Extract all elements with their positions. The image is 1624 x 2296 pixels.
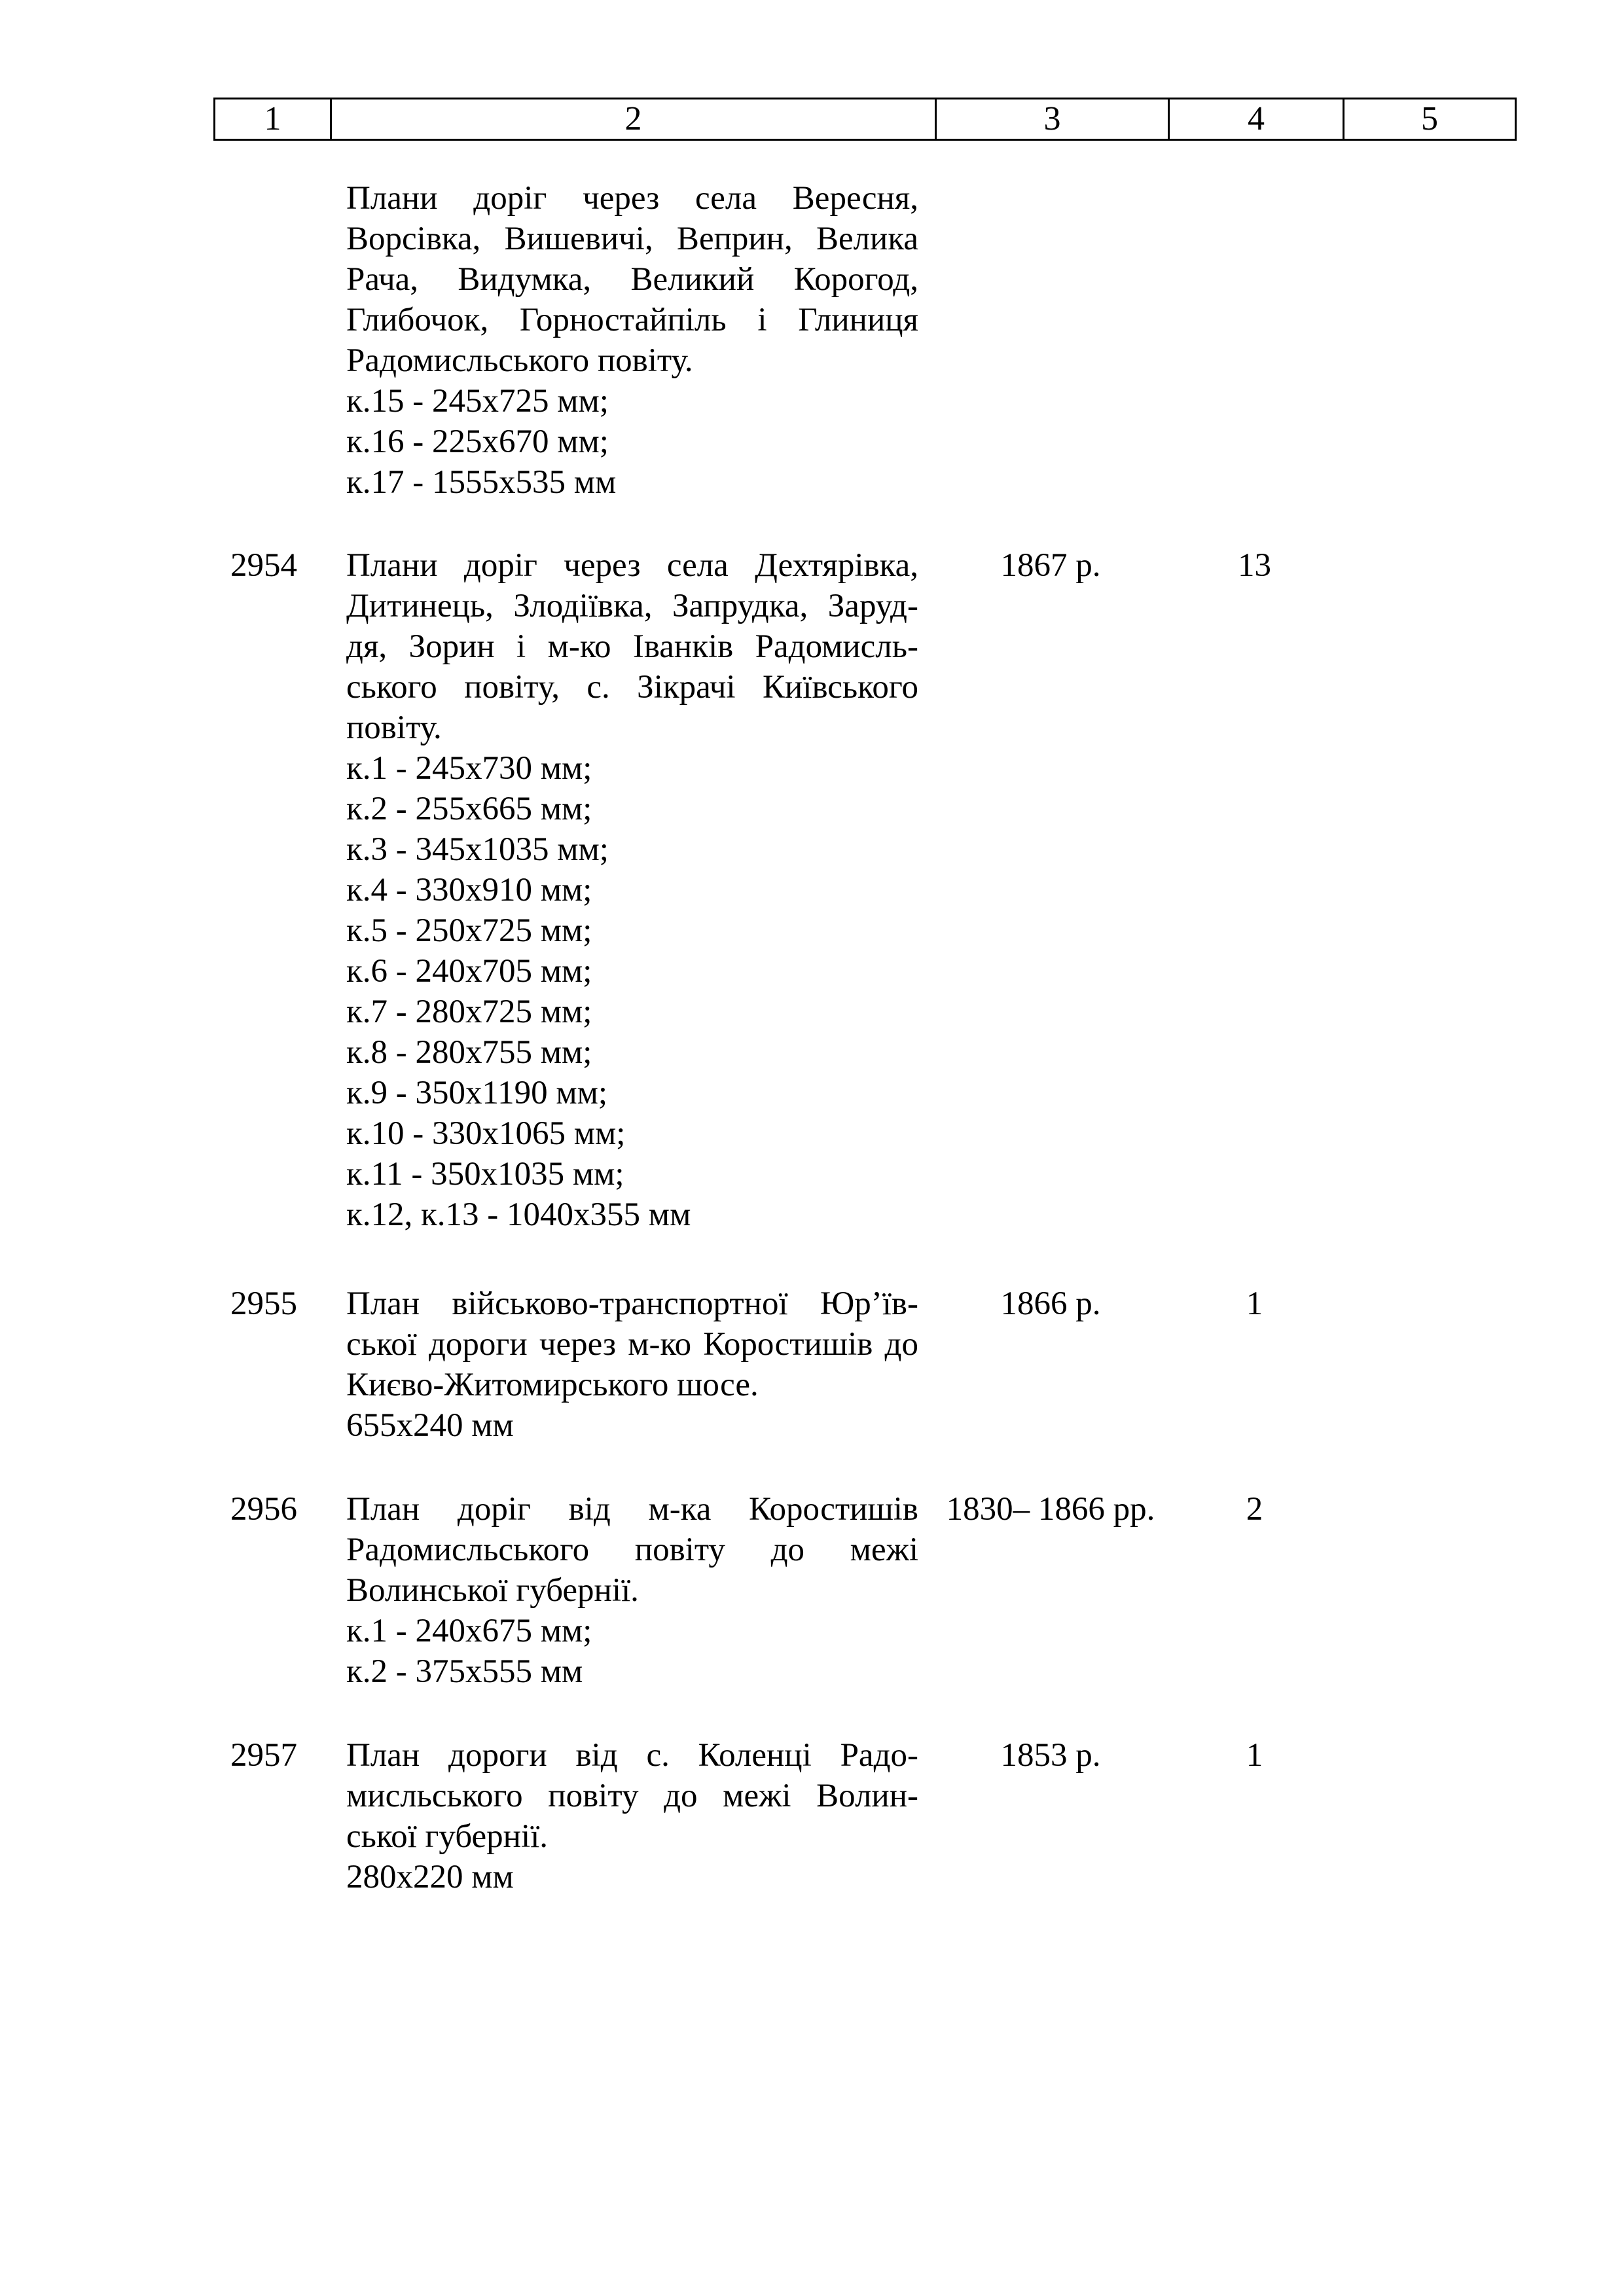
entry-description: План доріг від м-ка Коростишів Радомисльського повіту до межі Волинської губернії. xyxy=(346,1491,918,1609)
entry-size: к.7 - 280x725 мм; xyxy=(346,994,592,1030)
column-header-4: 4 xyxy=(1169,99,1344,140)
entry-size: к.6 - 240x705 мм; xyxy=(346,953,592,990)
entry-description-block xyxy=(346,1283,918,1446)
entry-description-block xyxy=(346,178,918,503)
entry-count: 2 xyxy=(1246,1491,1263,1528)
entry-size: к.15 - 245x725 мм; xyxy=(346,383,609,420)
entry-date: 1867 р. xyxy=(1000,547,1101,584)
column-header-1: 1 xyxy=(215,99,331,140)
entry-count: 1 xyxy=(1246,1737,1263,1774)
entry-size: к.11 - 350x1035 мм; xyxy=(346,1156,624,1193)
column-header-2: 2 xyxy=(331,99,936,140)
entry-size: к.1 - 245x730 мм; xyxy=(346,750,592,787)
entry-count: 13 xyxy=(1238,547,1271,584)
entry-size: к.2 - 255x665 мм; xyxy=(346,791,592,827)
entry-size: к.2 - 375x555 мм xyxy=(346,1653,583,1690)
entry-number: 2955 xyxy=(230,1285,297,1322)
entry-size: к.17 - 1555x535 мм xyxy=(346,464,617,501)
entry-size: к.10 - 330x1065 мм; xyxy=(346,1115,626,1152)
entry-count: 1 xyxy=(1246,1285,1263,1322)
column-header-5: 5 xyxy=(1344,99,1516,140)
entry-size: к.1 - 240x675 мм; xyxy=(346,1613,592,1649)
entry-description: План військово-транспортної Юр’їв-ської дороги через м-ко Коростишів до Києво-Житомирського шосе. xyxy=(346,1285,918,1403)
column-header-3: 3 xyxy=(936,99,1169,140)
entry-size: к.9 - 350x1190 мм; xyxy=(346,1075,608,1111)
entry-description-block xyxy=(346,1735,918,1897)
column-number-header xyxy=(213,98,1517,141)
entry-description: План дороги від с. Коленці Радо-мисльського повіту до межі Волин-ської губернії. xyxy=(346,1737,918,1855)
entry-size: 655x240 мм xyxy=(346,1407,514,1444)
entry-date: 1830– 1866 рр. xyxy=(946,1491,1155,1528)
entry-description: Плани доріг через села Дехтярівка, Дитинець, Злодіївка, Запрудка, Заруд-дя, Зорин і м-ко Іванків Радомисль-ського повіту, с. Зікрачі Київського повіту. xyxy=(346,547,918,746)
entry-date: 1853 р. xyxy=(1000,1737,1101,1774)
entry-size: 280x220 мм xyxy=(346,1859,514,1895)
entry-number: 2957 xyxy=(230,1737,297,1774)
entry-size: к.5 - 250x725 мм; xyxy=(346,912,592,949)
entry-size: к.8 - 280x755 мм; xyxy=(346,1034,592,1071)
entry-date: 1866 р. xyxy=(1000,1285,1101,1322)
entry-size: к.16 - 225x670 мм; xyxy=(346,423,609,460)
entry-size: к.12, к.13 - 1040x355 мм xyxy=(346,1196,691,1233)
entry-size: к.3 - 345x1035 мм; xyxy=(346,831,609,868)
entry-number: 2954 xyxy=(230,547,297,584)
entry-description-block xyxy=(346,1489,918,1692)
entry-description: Плани доріг через села Вересня, Ворсівка, Вишевичі, Веприн, Велика Рача, Видумка, Великий Корогод, Глибочок, Горностайпіль і Глиниця Радомисльського повіту. xyxy=(346,180,918,379)
entry-description-block xyxy=(346,545,918,1235)
entry-size: к.4 - 330x910 мм; xyxy=(346,872,592,908)
entry-number: 2956 xyxy=(230,1491,297,1528)
